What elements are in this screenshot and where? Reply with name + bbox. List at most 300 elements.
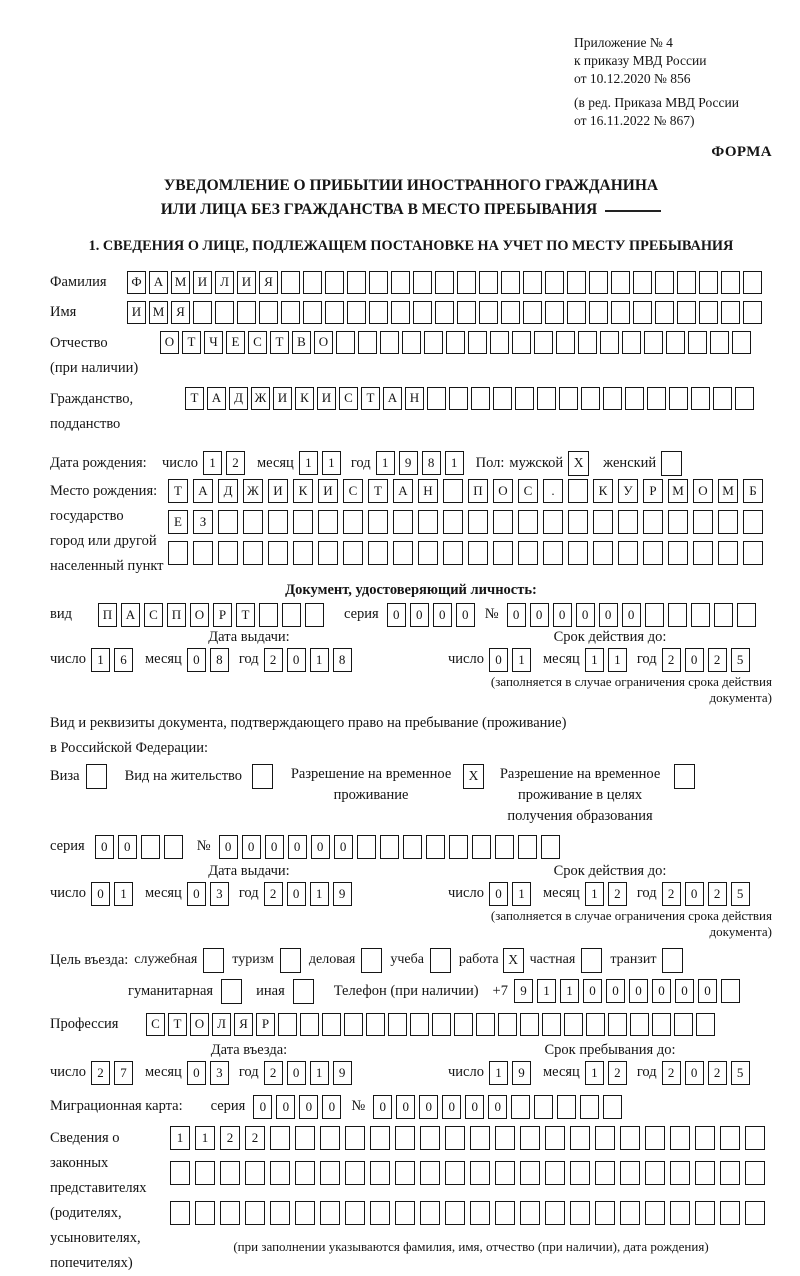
char-cell[interactable] xyxy=(586,1013,605,1036)
char-cell[interactable] xyxy=(511,1095,530,1119)
char-cell[interactable]: У xyxy=(618,479,638,503)
char-cell[interactable] xyxy=(193,541,213,565)
char-cell[interactable] xyxy=(745,1126,765,1150)
char-cell[interactable] xyxy=(295,1201,315,1225)
char-cell[interactable]: 3 xyxy=(210,882,229,906)
char-cell[interactable]: Н xyxy=(418,479,438,503)
char-cell[interactable] xyxy=(668,603,687,627)
char-cell[interactable] xyxy=(578,331,597,354)
char-cell[interactable] xyxy=(357,835,376,859)
option-temp-residence-education-checkbox[interactable] xyxy=(674,764,695,789)
char-cell[interactable] xyxy=(670,1201,690,1225)
char-cell[interactable] xyxy=(393,510,413,534)
char-cell[interactable] xyxy=(611,301,630,324)
char-cell[interactable] xyxy=(718,510,738,534)
char-cell[interactable]: 7 xyxy=(114,1061,133,1085)
char-cell[interactable] xyxy=(570,1126,590,1150)
char-cell[interactable] xyxy=(470,1161,490,1185)
char-cell[interactable]: 0 xyxy=(287,1061,306,1085)
char-cell[interactable] xyxy=(343,541,363,565)
char-cell[interactable]: 8 xyxy=(422,451,441,475)
char-cell[interactable] xyxy=(580,1095,599,1119)
char-cell[interactable] xyxy=(141,835,160,859)
char-cell[interactable]: 0 xyxy=(187,648,206,672)
char-cell[interactable]: 0 xyxy=(489,882,508,906)
char-cell[interactable] xyxy=(305,603,324,627)
char-cell[interactable] xyxy=(420,1201,440,1225)
char-cell[interactable] xyxy=(543,510,563,534)
char-cell[interactable] xyxy=(320,1161,340,1185)
char-cell[interactable]: П xyxy=(167,603,186,627)
char-cell[interactable] xyxy=(472,835,491,859)
char-cell[interactable] xyxy=(581,387,600,410)
char-cell[interactable] xyxy=(652,1013,671,1036)
char-cell[interactable]: 1 xyxy=(585,1061,604,1085)
char-cell[interactable] xyxy=(336,331,355,354)
char-cell[interactable] xyxy=(620,1201,640,1225)
char-cell[interactable]: 2 xyxy=(226,451,245,475)
char-cell[interactable]: 0 xyxy=(622,603,641,627)
char-cell[interactable] xyxy=(380,835,399,859)
option-residence-permit-checkbox[interactable] xyxy=(252,764,273,789)
char-cell[interactable] xyxy=(743,271,762,294)
char-cell[interactable]: О xyxy=(493,479,513,503)
char-cell[interactable] xyxy=(366,1013,385,1036)
char-cell[interactable]: П xyxy=(468,479,488,503)
char-cell[interactable] xyxy=(418,541,438,565)
char-cell[interactable] xyxy=(170,1161,190,1185)
char-cell[interactable] xyxy=(630,1013,649,1036)
char-cell[interactable] xyxy=(720,1126,740,1150)
char-cell[interactable] xyxy=(170,1201,190,1225)
char-cell[interactable] xyxy=(518,510,538,534)
char-cell[interactable] xyxy=(343,510,363,534)
char-cell[interactable] xyxy=(476,1013,495,1036)
char-cell[interactable]: Б xyxy=(743,479,763,503)
char-cell[interactable]: Ч xyxy=(204,331,223,354)
char-cell[interactable]: В xyxy=(292,331,311,354)
char-cell[interactable] xyxy=(495,1201,515,1225)
char-cell[interactable]: 0 xyxy=(489,648,508,672)
char-cell[interactable]: 3 xyxy=(210,1061,229,1085)
char-cell[interactable] xyxy=(699,271,718,294)
char-cell[interactable] xyxy=(471,387,490,410)
char-cell[interactable]: К xyxy=(293,479,313,503)
char-cell[interactable] xyxy=(523,271,542,294)
char-cell[interactable] xyxy=(402,331,421,354)
char-cell[interactable]: 1 xyxy=(203,451,222,475)
char-cell[interactable] xyxy=(620,1161,640,1185)
char-cell[interactable] xyxy=(403,835,422,859)
char-cell[interactable]: 2 xyxy=(264,648,283,672)
char-cell[interactable] xyxy=(721,301,740,324)
char-cell[interactable] xyxy=(468,331,487,354)
char-cell[interactable] xyxy=(603,1095,622,1119)
char-cell[interactable] xyxy=(195,1161,215,1185)
char-cell[interactable] xyxy=(457,271,476,294)
char-cell[interactable] xyxy=(413,301,432,324)
char-cell[interactable]: 0 xyxy=(456,603,475,627)
char-cell[interactable] xyxy=(633,301,652,324)
char-cell[interactable] xyxy=(268,510,288,534)
char-cell[interactable]: 1 xyxy=(170,1126,190,1150)
char-cell[interactable]: 1 xyxy=(512,882,531,906)
char-cell[interactable] xyxy=(618,510,638,534)
char-cell[interactable] xyxy=(424,331,443,354)
char-cell[interactable] xyxy=(595,1201,615,1225)
char-cell[interactable]: 1 xyxy=(489,1061,508,1085)
char-cell[interactable] xyxy=(281,271,300,294)
sex-female-checkbox[interactable] xyxy=(661,451,682,476)
char-cell[interactable]: 1 xyxy=(114,882,133,906)
char-cell[interactable]: К xyxy=(295,387,314,410)
char-cell[interactable] xyxy=(281,301,300,324)
char-cell[interactable] xyxy=(567,271,586,294)
char-cell[interactable] xyxy=(345,1126,365,1150)
char-cell[interactable] xyxy=(695,1201,715,1225)
char-cell[interactable]: 0 xyxy=(253,1095,272,1119)
char-cell[interactable] xyxy=(293,510,313,534)
char-cell[interactable]: 2 xyxy=(662,882,681,906)
char-cell[interactable] xyxy=(677,301,696,324)
char-cell[interactable]: 0 xyxy=(465,1095,484,1119)
char-cell[interactable] xyxy=(370,1126,390,1150)
char-cell[interactable]: П xyxy=(98,603,117,627)
char-cell[interactable]: 2 xyxy=(608,1061,627,1085)
char-cell[interactable] xyxy=(608,1013,627,1036)
char-cell[interactable] xyxy=(295,1126,315,1150)
char-cell[interactable] xyxy=(303,301,322,324)
char-cell[interactable]: 0 xyxy=(334,835,353,859)
char-cell[interactable] xyxy=(347,301,366,324)
char-cell[interactable]: 0 xyxy=(685,1061,704,1085)
char-cell[interactable]: О xyxy=(314,331,333,354)
char-cell[interactable] xyxy=(567,301,586,324)
char-cell[interactable]: К xyxy=(593,479,613,503)
char-cell[interactable]: 0 xyxy=(583,979,602,1003)
char-cell[interactable] xyxy=(470,1126,490,1150)
char-cell[interactable] xyxy=(325,301,344,324)
char-cell[interactable] xyxy=(520,1013,539,1036)
char-cell[interactable]: 6 xyxy=(114,648,133,672)
char-cell[interactable] xyxy=(537,387,556,410)
char-cell[interactable]: 1 xyxy=(299,451,318,475)
char-cell[interactable]: Я xyxy=(259,271,278,294)
char-cell[interactable] xyxy=(320,1201,340,1225)
char-cell[interactable] xyxy=(368,541,388,565)
char-cell[interactable] xyxy=(534,1095,553,1119)
char-cell[interactable] xyxy=(570,1161,590,1185)
char-cell[interactable] xyxy=(745,1161,765,1185)
char-cell[interactable] xyxy=(270,1201,290,1225)
char-cell[interactable] xyxy=(479,271,498,294)
char-cell[interactable]: М xyxy=(718,479,738,503)
char-cell[interactable]: 1 xyxy=(195,1126,215,1150)
char-cell[interactable] xyxy=(493,387,512,410)
char-cell[interactable]: 1 xyxy=(310,648,329,672)
char-cell[interactable] xyxy=(490,331,509,354)
char-cell[interactable] xyxy=(418,510,438,534)
char-cell[interactable]: Ф xyxy=(127,271,146,294)
char-cell[interactable] xyxy=(495,835,514,859)
char-cell[interactable] xyxy=(559,387,578,410)
char-cell[interactable]: 0 xyxy=(442,1095,461,1119)
char-cell[interactable] xyxy=(325,271,344,294)
char-cell[interactable] xyxy=(303,271,322,294)
char-cell[interactable] xyxy=(721,271,740,294)
char-cell[interactable] xyxy=(520,1161,540,1185)
char-cell[interactable]: 1 xyxy=(608,648,627,672)
char-cell[interactable] xyxy=(542,1013,561,1036)
char-cell[interactable] xyxy=(168,541,188,565)
char-cell[interactable]: Л xyxy=(215,271,234,294)
char-cell[interactable] xyxy=(737,603,756,627)
char-cell[interactable] xyxy=(670,1126,690,1150)
char-cell[interactable]: О xyxy=(693,479,713,503)
char-cell[interactable]: А xyxy=(121,603,140,627)
char-cell[interactable] xyxy=(666,331,685,354)
char-cell[interactable] xyxy=(543,541,563,565)
char-cell[interactable]: А xyxy=(193,479,213,503)
char-cell[interactable] xyxy=(568,510,588,534)
char-cell[interactable] xyxy=(470,1201,490,1225)
char-cell[interactable] xyxy=(435,301,454,324)
char-cell[interactable] xyxy=(520,1126,540,1150)
char-cell[interactable]: 2 xyxy=(220,1126,240,1150)
char-cell[interactable]: 2 xyxy=(245,1126,265,1150)
char-cell[interactable] xyxy=(446,331,465,354)
char-cell[interactable]: 0 xyxy=(629,979,648,1003)
char-cell[interactable]: С xyxy=(144,603,163,627)
char-cell[interactable] xyxy=(600,331,619,354)
char-cell[interactable]: 0 xyxy=(606,979,625,1003)
char-cell[interactable] xyxy=(593,541,613,565)
char-cell[interactable]: 1 xyxy=(322,451,341,475)
char-cell[interactable] xyxy=(668,510,688,534)
char-cell[interactable]: С xyxy=(518,479,538,503)
char-cell[interactable] xyxy=(295,1161,315,1185)
char-cell[interactable] xyxy=(643,541,663,565)
char-cell[interactable] xyxy=(625,387,644,410)
char-cell[interactable] xyxy=(674,1013,693,1036)
char-cell[interactable]: 0 xyxy=(396,1095,415,1119)
char-cell[interactable]: 5 xyxy=(731,882,750,906)
char-cell[interactable] xyxy=(259,301,278,324)
char-cell[interactable]: 0 xyxy=(576,603,595,627)
char-cell[interactable]: Я xyxy=(234,1013,253,1036)
char-cell[interactable]: 0 xyxy=(219,835,238,859)
char-cell[interactable] xyxy=(270,1161,290,1185)
char-cell[interactable] xyxy=(568,479,588,503)
char-cell[interactable]: Т xyxy=(182,331,201,354)
char-cell[interactable] xyxy=(695,1161,715,1185)
char-cell[interactable]: И xyxy=(273,387,292,410)
char-cell[interactable] xyxy=(215,301,234,324)
char-cell[interactable]: 9 xyxy=(333,882,352,906)
char-cell[interactable] xyxy=(498,1013,517,1036)
char-cell[interactable] xyxy=(270,1126,290,1150)
option-visa-checkbox[interactable] xyxy=(86,764,107,789)
char-cell[interactable]: 0 xyxy=(419,1095,438,1119)
char-cell[interactable]: М xyxy=(668,479,688,503)
char-cell[interactable] xyxy=(420,1161,440,1185)
char-cell[interactable]: 9 xyxy=(399,451,418,475)
char-cell[interactable] xyxy=(320,1126,340,1150)
char-cell[interactable] xyxy=(699,301,718,324)
char-cell[interactable]: 0 xyxy=(685,882,704,906)
char-cell[interactable]: 0 xyxy=(276,1095,295,1119)
char-cell[interactable] xyxy=(589,301,608,324)
char-cell[interactable]: 1 xyxy=(585,882,604,906)
char-cell[interactable] xyxy=(618,541,638,565)
char-cell[interactable]: 0 xyxy=(530,603,549,627)
char-cell[interactable] xyxy=(443,510,463,534)
char-cell[interactable]: М xyxy=(149,301,168,324)
char-cell[interactable] xyxy=(720,1201,740,1225)
char-cell[interactable]: 1 xyxy=(445,451,464,475)
char-cell[interactable] xyxy=(691,603,710,627)
char-cell[interactable] xyxy=(743,510,763,534)
char-cell[interactable]: 0 xyxy=(187,1061,206,1085)
char-cell[interactable]: 5 xyxy=(731,648,750,672)
char-cell[interactable] xyxy=(443,479,463,503)
purpose-official-checkbox[interactable] xyxy=(203,948,224,973)
char-cell[interactable] xyxy=(593,510,613,534)
char-cell[interactable]: Т xyxy=(185,387,204,410)
char-cell[interactable] xyxy=(300,1013,319,1036)
char-cell[interactable] xyxy=(282,603,301,627)
char-cell[interactable] xyxy=(645,1201,665,1225)
char-cell[interactable] xyxy=(427,387,446,410)
char-cell[interactable] xyxy=(370,1201,390,1225)
char-cell[interactable] xyxy=(568,541,588,565)
char-cell[interactable] xyxy=(691,387,710,410)
char-cell[interactable]: 1 xyxy=(310,882,329,906)
char-cell[interactable]: 0 xyxy=(91,882,110,906)
char-cell[interactable] xyxy=(518,541,538,565)
char-cell[interactable] xyxy=(714,603,733,627)
char-cell[interactable] xyxy=(445,1161,465,1185)
sex-male-checkbox[interactable]: X xyxy=(568,451,589,476)
char-cell[interactable]: 0 xyxy=(387,603,406,627)
char-cell[interactable] xyxy=(345,1161,365,1185)
char-cell[interactable] xyxy=(564,1013,583,1036)
char-cell[interactable] xyxy=(370,1161,390,1185)
char-cell[interactable] xyxy=(633,271,652,294)
char-cell[interactable]: 0 xyxy=(242,835,261,859)
char-cell[interactable] xyxy=(243,510,263,534)
char-cell[interactable]: Н xyxy=(405,387,424,410)
char-cell[interactable]: 2 xyxy=(608,882,627,906)
char-cell[interactable] xyxy=(388,1013,407,1036)
char-cell[interactable] xyxy=(655,271,674,294)
char-cell[interactable]: С xyxy=(339,387,358,410)
char-cell[interactable]: 1 xyxy=(91,648,110,672)
char-cell[interactable] xyxy=(611,271,630,294)
char-cell[interactable] xyxy=(713,387,732,410)
char-cell[interactable] xyxy=(589,271,608,294)
char-cell[interactable]: 0 xyxy=(410,603,429,627)
char-cell[interactable] xyxy=(243,541,263,565)
char-cell[interactable]: А xyxy=(207,387,226,410)
char-cell[interactable]: 9 xyxy=(333,1061,352,1085)
char-cell[interactable]: Р xyxy=(643,479,663,503)
char-cell[interactable] xyxy=(454,1013,473,1036)
char-cell[interactable] xyxy=(557,1095,576,1119)
char-cell[interactable] xyxy=(696,1013,715,1036)
char-cell[interactable] xyxy=(655,301,674,324)
char-cell[interactable]: З xyxy=(193,510,213,534)
char-cell[interactable] xyxy=(164,835,183,859)
char-cell[interactable] xyxy=(720,1161,740,1185)
char-cell[interactable]: . xyxy=(543,479,563,503)
char-cell[interactable] xyxy=(603,387,622,410)
char-cell[interactable]: Л xyxy=(212,1013,231,1036)
char-cell[interactable]: 0 xyxy=(685,648,704,672)
char-cell[interactable] xyxy=(245,1161,265,1185)
char-cell[interactable] xyxy=(669,387,688,410)
char-cell[interactable] xyxy=(688,331,707,354)
char-cell[interactable]: Т xyxy=(236,603,255,627)
char-cell[interactable]: 0 xyxy=(488,1095,507,1119)
char-cell[interactable]: Е xyxy=(168,510,188,534)
char-cell[interactable]: 1 xyxy=(376,451,395,475)
char-cell[interactable] xyxy=(410,1013,429,1036)
option-temp-residence-checkbox[interactable]: X xyxy=(463,764,484,789)
char-cell[interactable]: Т xyxy=(168,1013,187,1036)
char-cell[interactable] xyxy=(449,835,468,859)
char-cell[interactable]: 9 xyxy=(514,979,533,1003)
char-cell[interactable] xyxy=(743,541,763,565)
purpose-tourism-checkbox[interactable] xyxy=(280,948,301,973)
char-cell[interactable]: А xyxy=(149,271,168,294)
char-cell[interactable] xyxy=(735,387,754,410)
char-cell[interactable]: 0 xyxy=(322,1095,341,1119)
char-cell[interactable]: 0 xyxy=(553,603,572,627)
char-cell[interactable] xyxy=(545,1201,565,1225)
char-cell[interactable]: Т xyxy=(368,479,388,503)
char-cell[interactable] xyxy=(344,1013,363,1036)
char-cell[interactable] xyxy=(293,541,313,565)
char-cell[interactable] xyxy=(220,1161,240,1185)
char-cell[interactable]: Р xyxy=(213,603,232,627)
char-cell[interactable] xyxy=(670,1161,690,1185)
char-cell[interactable]: 0 xyxy=(675,979,694,1003)
char-cell[interactable] xyxy=(445,1126,465,1150)
char-cell[interactable] xyxy=(512,331,531,354)
char-cell[interactable]: 0 xyxy=(118,835,137,859)
char-cell[interactable]: И xyxy=(317,387,336,410)
purpose-business-checkbox[interactable] xyxy=(361,948,382,973)
char-cell[interactable]: 9 xyxy=(512,1061,531,1085)
purpose-other-checkbox[interactable] xyxy=(293,979,314,1004)
char-cell[interactable] xyxy=(620,1126,640,1150)
char-cell[interactable] xyxy=(322,1013,341,1036)
char-cell[interactable] xyxy=(435,271,454,294)
char-cell[interactable]: С xyxy=(343,479,363,503)
char-cell[interactable] xyxy=(695,1126,715,1150)
char-cell[interactable]: Ж xyxy=(243,479,263,503)
char-cell[interactable]: 0 xyxy=(599,603,618,627)
char-cell[interactable] xyxy=(395,1201,415,1225)
purpose-study-checkbox[interactable] xyxy=(430,948,451,973)
char-cell[interactable] xyxy=(693,541,713,565)
char-cell[interactable]: А xyxy=(393,479,413,503)
char-cell[interactable]: И xyxy=(318,479,338,503)
char-cell[interactable] xyxy=(545,1126,565,1150)
char-cell[interactable]: 2 xyxy=(708,882,727,906)
char-cell[interactable]: Д xyxy=(229,387,248,410)
